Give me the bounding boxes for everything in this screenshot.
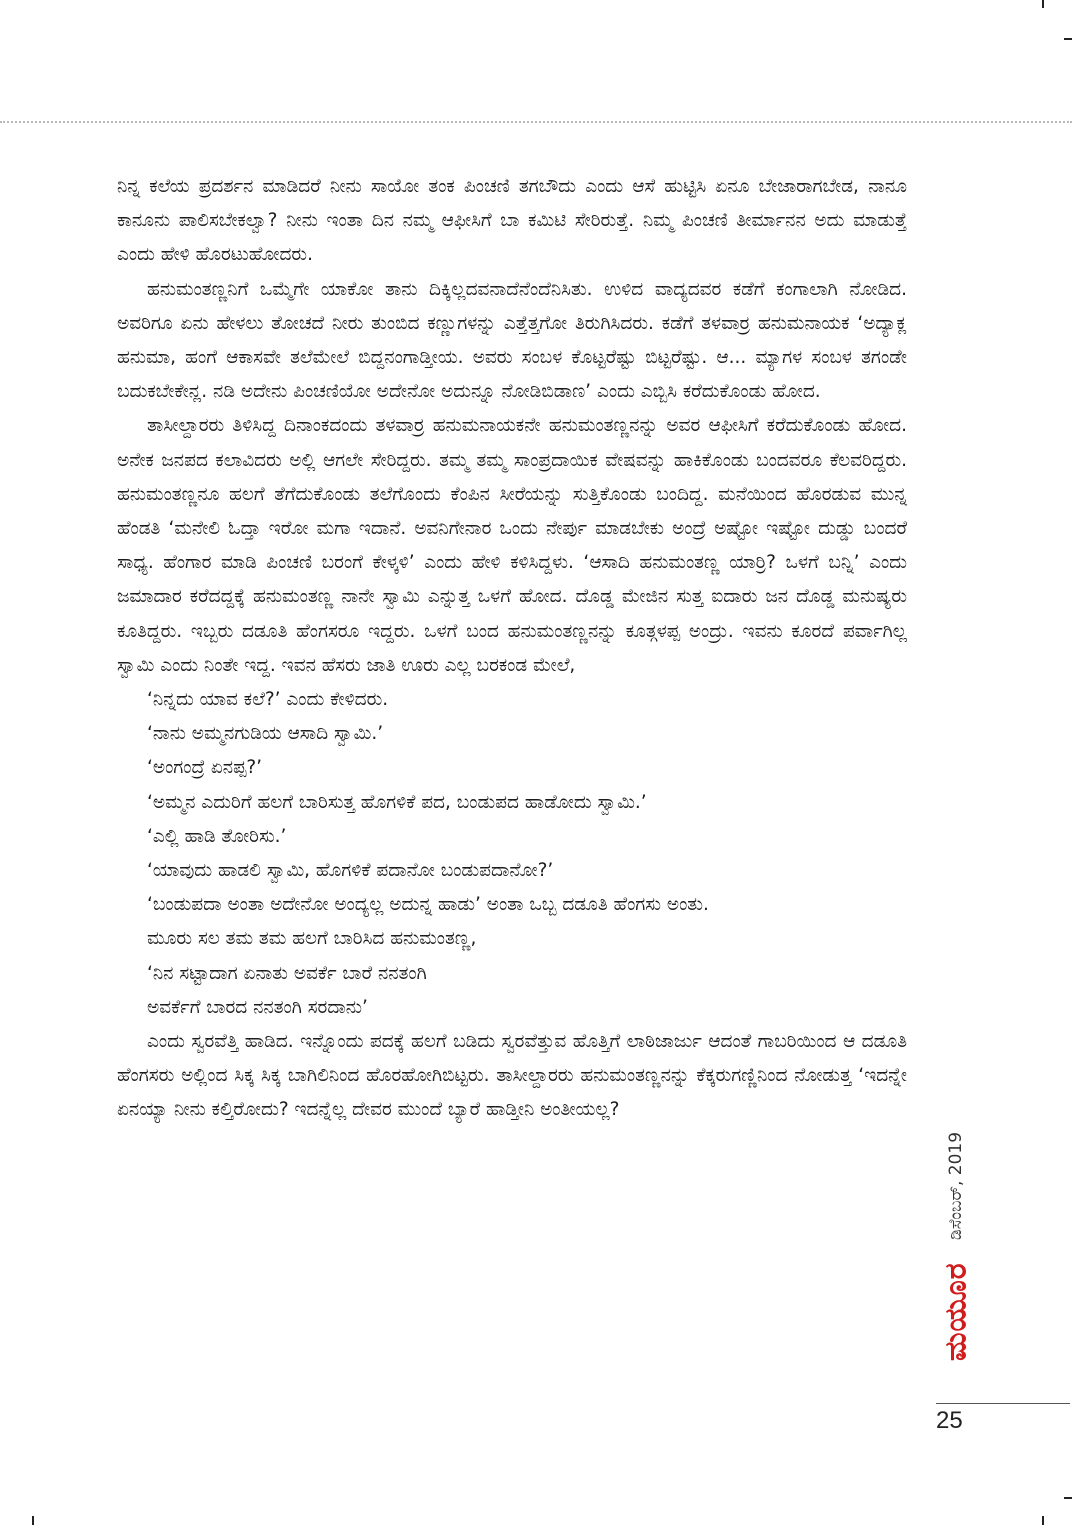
dialogue-line: ‘ಅಮ್ಮನ ಎದುರಿಗೆ ಹಲಗೆ ಬಾರಿಸುತ್ತ ಹೊಗಳಿಕೆ ಪದ, ಬಂಡುಪದ ಹಾಡೋದು ಸ್ವಾಮಿ.’ — [147, 791, 647, 813]
crop-mark-right-lower — [1064, 1497, 1072, 1499]
sidebar — [936, 1086, 976, 1386]
issue-date: ಡಿಸೆಂಬರ್, 2019 — [946, 1131, 966, 1240]
dialogue-line: ‘ಎಲ್ಲಿ ಹಾಡಿ ತೋರಿಸು.’ — [147, 825, 287, 847]
crop-mark-right-upper — [1064, 38, 1072, 40]
paragraph: ತಾಸೀಲ್ದಾರರು ತಿಳಿಸಿದ್ದ ದಿನಾಂಕದಂದು ತಳವಾರ್ರ ಹನುಮನಾಯಕನೇ ಹನುಮಂತಣ್ಣನನ್ನು ಅವರ ಆಫೀಸಿಗೆ ಕರೆದುಕೊಂಡು ಹೋದ. ಅನೇಕ ಜನಪದ ಕಲಾವಿದರು ಅಲ್ಲಿ ಆಗಲೇ ಸೇರಿದ್ದರು. ತಮ್ಮ ತಮ್ಮ ಸಾಂಪ್ರದಾಯಿಕ ವೇಷವನ್ನು ಹಾಕಿಕೊಂಡು ಬಂದವರೂ ಕೆಲವರಿದ್ದರು. ಹನುಮಂತಣ್ಣನೂ ಹಲಗೆ ತೆಗೆದುಕೊಂಡು ತಲೆಗೊಂದು ಕೆಂಪಿನ ಸೀರೆಯನ್ನು ಸುತ್ತಿಕೊಂಡು ಬಂದಿದ್ದ. ಮನೆಯಿಂದ ಹೊರಡುವ ಮುನ್ನ ಹೆಂಡತಿ ‘ಮನೇಲಿ ಓದ್ತಾ ಇರೋ ಮಗಾ ಇದಾನೆ. ಅವನಿಗೇನಾರ ಒಂದು ನೇರ್ಪು ಮಾಡಬೇಕು ಅಂದ್ರೆ ಅಷ್ಟೋ ಇಷ್ಟೋ ದುಡ್ಡು ಬಂದರೆ ಸಾಧ್ಯ. ಹೆಂಗಾರ ಮಾಡಿ ಪಿಂಚಣಿ ಬರಂಗೆ ಕೇಳ್ಕಳಿ’ ಎಂದು ಹೇಳಿ ಕಳಿಸಿದ್ದಳು. ‘ಆಸಾದಿ ಹನುಮಂತಣ್ಣ ಯಾರ್ರಿ? ಒಳಗೆ ಬನ್ನಿ’ ಎಂದು ಜಮಾದಾರ ಕರೆದದ್ದಕ್ಕೆ ಹನುಮಂತಣ್ಣ ನಾನೇ ಸ್ವಾಮಿ ಎನ್ನುತ್ತ ಒಳಗೆ ಹೋದ. ದೊಡ್ಡ ಮೇಜಿನ ಸುತ್ತ ಐದಾರು ಜನ ದೊಡ್ಡ ಮನುಷ್ಯರು ಕೂತಿದ್ದರು. ಇಬ್ಬರು ದಡೂತಿ ಹೆಂಗಸರೂ ಇದ್ದರು. ಒಳಗೆ ಬಂದ ಹನುಮಂತಣ್ಣನನ್ನು ಕೂತ್ಗಳಪ್ಪ ಅಂದ್ರು. ಇವನು ಕೂರದೆ ಪರ್ವಾಗಿಲ್ಲ ಸ್ವಾಮಿ ಎಂದು ನಿಂತೇ ಇದ್ದ. ಇವನ ಹೆಸರು ಜಾತಿ ಊರು ಎಲ್ಲ ಬರಕಂಡ ಮೇಲೆ, — [117, 415, 907, 676]
page-number: 25 — [936, 1407, 963, 1434]
crop-mark-bottom-left — [32, 1516, 34, 1525]
article-body — [117, 170, 907, 1128]
song-line: ಅವರ್ಕೆಗೆ ಬಾರದ ನನತಂಗಿ ಸರದಾನು’ — [147, 996, 368, 1018]
paragraph: ಹನುಮಂತಣ್ಣನಿಗೆ ಒಮ್ಮೆಗೇ ಯಾಕೋ ತಾನು ದಿಕ್ಕಿಲ್ಲದವನಾದೆನೆಂದೆನಿಸಿತು. ಉಳಿದ ವಾದ್ಯದವರ ಕಡೆಗೆ ಕಂಗಾಲಾಗಿ ನೋಡಿದ. ಅವರಿಗೂ ಏನು ಹೇಳಲು ತೋಚದೆ ನೀರು ತುಂಬಿದ ಕಣ್ಣುಗಳನ್ನು ಎತ್ತೆತ್ತಗೋ ತಿರುಗಿಸಿದರು. ಕಡೆಗೆ ತಳವಾರ್ರ ಹನುಮನಾಯಕ ‘ಅದ್ಯಾಕ್ಲ ಹನುಮಾ, ಹಂಗೆ ಆಕಾಸವೇ ತಲೆಮೇಲೆ ಬಿದ್ದನಂಗಾಡ್ತೀಯ. ಅವರು ಸಂಬಳ ಕೊಟ್ಟರೆಷ್ಟು ಬಿಟ್ಟರೆಷ್ಟು. ಆ... ಮ್ಯಾಗಳ ಸಂಬಳ ತಗಂಡೇ ಬದುಕಬೇಕೇನ್ಲ. ನಡಿ ಅದೇನು ಪಿಂಚಣಿಯೋ ಅದೇನೋ ಅದುನ್ನೂ ನೋಡಿಬಿಡಾಣ’ ಎಂದು ಎಬ್ಬಿಸಿ ಕರೆದುಕೊಂಡು ಹೋದ. — [117, 278, 907, 403]
paragraph: ‘ಬಂಡುಪದಾ ಅಂತಾ ಅದೇನೋ ಅಂದ್ಯಲ್ಲ ಅದುನ್ನ ಹಾಡು’ ಅಂತಾ ಒಬ್ಬ ದಡೂತಿ ಹೆಂಗಸು ಅಂತು. — [147, 894, 709, 916]
song-line: ಮೂರು ಸಲ ತಮ ತಮ ಹಲಗೆ ಬಾರಿಸಿದ ಹನುಮಂತಣ್ಣ, — [147, 928, 477, 950]
song-line: ‘ನಿನ ಸಟ್ಟಾದಾಗ ಏನಾತು ಅವರ್ಕೆ ಬಾರೆ ನನತಂಗಿ — [147, 962, 427, 984]
dialogue-line: ‘ನಾನು ಅಮ್ಮನಗುಡಿಯ ಆಸಾದಿ ಸ್ವಾಮಿ.’ — [147, 723, 384, 745]
dialogue-line: ‘ಯಾವುದು ಹಾಡಲಿ ಸ್ವಾಮಿ, ಹೊಗಳಿಕೆ ಪದಾನೋ ಬಂಡುಪದಾನೋ?’ — [147, 860, 554, 882]
crop-mark-bottom-right — [1042, 1516, 1044, 1525]
paragraph: ಎಂದು ಸ್ವರವೆತ್ತಿ ಹಾಡಿದ. ಇನ್ನೊಂದು ಪದಕ್ಕೆ ಹಲಗೆ ಬಡಿದು ಸ್ವರವೆತ್ತುವ ಹೊತ್ತಿಗೆ ಲಾಠಿಜಾರ್ಜು ಆದಂತೆ ಗಾಬರಿಯಿಂದ ಆ ದಡೂತಿ ಹೆಂಗಸರು ಅಲ್ಲಿಂದ ಸಿಕ್ಕ ಸಿಕ್ಕ ಬಾಗಿಲಿನಿಂದ ಹೊರಹೋಗಿಬಿಟ್ಟರು. ತಾಸೀಲ್ದಾರರು ಹನುಮಂತಣ್ಣನನ್ನು ಕೆಕ್ಕರುಗಣ್ಣಿನಿಂದ ನೋಡುತ್ತ ‘ಇದನ್ನೇ ಏನಯ್ಯಾ ನೀನು ಕಲ್ತಿರೋದು? ಇದನ್ನೆಲ್ಲ ದೇವರ ಮುಂದೆ ಬ್ಯಾರೆ ಹಾಡ್ತೀನಿ ಅಂತೀಯಲ್ಲ? — [117, 1031, 907, 1121]
magazine-logo: ಮಯೂರ — [938, 1262, 974, 1362]
page-number-rule — [936, 1403, 1070, 1404]
dotted-header-rule — [0, 121, 1072, 123]
paragraph: ನಿನ್ನ ಕಲೆಯ ಪ್ರದರ್ಶನ ಮಾಡಿದರೆ ನೀನು ಸಾಯೋ ತಂಕ ಪಿಂಚಣಿ ತಗಬೌದು ಎಂದು ಆಸೆ ಹುಟ್ಟಿಸಿ ಏನೂ ಬೇಜಾರಾಗಬೇಡ, ನಾನೂ ಕಾನೂನು ಪಾಲಿಸಬೇಕಲ್ವಾ? ನೀನು ಇಂತಾ ದಿನ ನಮ್ಮ ಆಫೀಸಿಗೆ ಬಾ ಕಮಿಟಿ ಸೇರಿರುತ್ತೆ. ನಿಮ್ಮ ಪಿಂಚಣಿ ತೀರ್ಮಾನನ ಅದು ಮಾಡುತ್ತೆ ಎಂದು ಹೇಳಿ ಹೊರಟುಹೋದರು. — [117, 176, 907, 266]
dialogue-line: ‘ನಿನ್ನದು ಯಾವ ಕಲೆ?’ ಎಂದು ಕೇಳಿದರು. — [147, 689, 389, 711]
crop-mark-top-right — [1042, 0, 1044, 8]
dialogue-line: ‘ಅಂಗಂದ್ರೆ ಏನಪ್ಪ?’ — [147, 757, 263, 779]
